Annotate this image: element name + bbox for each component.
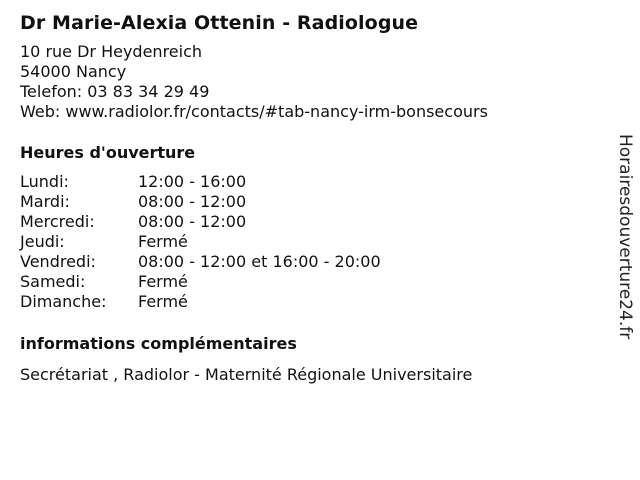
web-line: Web: www.radiolor.fr/contacts/#tab-nancy-irm-bonsecours [20,102,488,121]
hours-time: 08:00 - 12:00 [138,212,247,231]
info-heading: informations complémentaires [20,334,297,353]
hours-day: Dimanche: [20,292,107,311]
hours-day: Mercredi: [20,212,95,231]
phone-line: Telefon: 03 83 34 29 49 [20,82,210,101]
hours-time: 12:00 - 16:00 [138,172,247,191]
main-content [20,8,600,385]
hours-time: 08:00 - 12:00 [138,192,247,211]
hours-time: 08:00 - 12:00 et 16:00 - 20:00 [138,252,381,271]
hours-time: Fermé [138,292,188,311]
hours-day: Vendredi: [20,252,96,271]
hours-day: Samedi: [20,272,86,291]
hours-row [20,192,381,212]
hours-time: Fermé [138,232,188,251]
hours-heading: Heures d'ouverture [20,143,196,162]
hours-table [20,172,381,312]
hours-row [20,172,381,192]
address-city: 54000 Nancy [20,62,127,81]
info-text: Secrétariat , Radiolor - Maternité Régionale Universitaire [20,365,473,384]
hours-day: Lundi: [20,172,69,191]
hours-day: Mardi: [20,192,70,211]
hours-row [20,272,381,292]
hours-row [20,232,381,252]
hours-row [20,212,381,232]
hours-day: Jeudi: [20,232,65,251]
address-street: 10 rue Dr Heydenreich [20,42,203,61]
contact-block [20,42,600,122]
page-title: Dr Marie-Alexia Ottenin - Radiologue [20,12,419,34]
hours-row [20,292,381,312]
hours-row [20,252,381,272]
site-watermark-label: Horairesdouverture24.fr [615,134,635,340]
hours-time: Fermé [138,272,188,291]
